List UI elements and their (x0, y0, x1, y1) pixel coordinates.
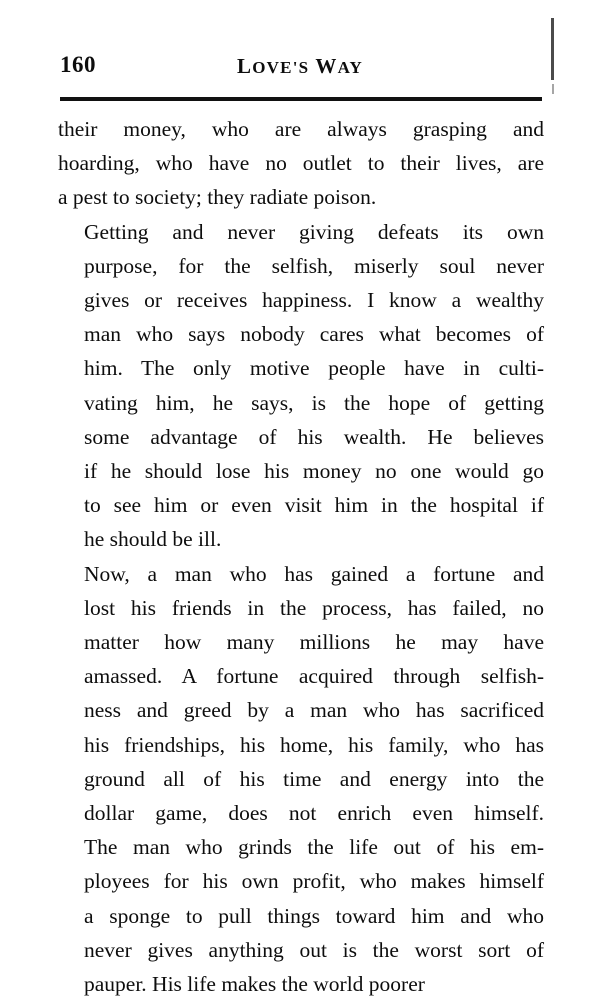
text-line: his friendships, his home, his family, who has (84, 732, 544, 757)
text-line: he should be ill. (84, 527, 222, 552)
paragraph (58, 215, 544, 557)
page-body (58, 112, 544, 1001)
header-rule (60, 97, 542, 101)
text-line: ness and greed by a man who has sacrificed (84, 698, 544, 723)
text-line: never gives anything out is the worst sort of (84, 937, 544, 962)
text-line: if he should lose his money no one would go (84, 459, 544, 484)
text-line: a sponge to pull things toward him and who (84, 903, 544, 928)
text-line: The man who grinds the life out of his em- (84, 835, 544, 860)
text-line: hoarding, who have no outlet to their lives, are (58, 151, 544, 176)
text-line: Now, a man who has gained a fortune and (84, 561, 544, 586)
paragraph (58, 557, 544, 1001)
running-title (60, 54, 540, 79)
text-line: their money, who are always grasping and (58, 117, 544, 141)
scan-edge-artifact (551, 18, 554, 80)
text-line: gives or receives happiness. I know a wealthy (84, 288, 544, 313)
running-title-smallcaps-two: AY (337, 58, 363, 77)
text-line: to see him or even visit him in the hospital if (84, 493, 544, 518)
paragraph (58, 112, 544, 215)
text-line: amassed. A fortune acquired through selfish- (84, 664, 544, 689)
running-title-smallcaps-one: OVE'S (252, 58, 310, 77)
text-line: ployees for his own profit, who makes himself (84, 869, 544, 894)
text-line: man who says nobody cares what becomes of (84, 322, 544, 347)
page-header (60, 52, 540, 86)
running-title-word-one: LOVE'S (237, 54, 310, 78)
text-line: lost his friends in the process, has failed, no (84, 595, 544, 620)
text-line: pauper. His life makes the world poorer (84, 972, 425, 997)
text-line: ground all of his time and energy into the (84, 766, 544, 791)
text-line: matter how many millions he may have (84, 630, 544, 655)
text-line: him. The only motive people have in culti- (84, 356, 544, 381)
page-number: 160 (60, 52, 96, 77)
text-line: vating him, he says, is the hope of getting (84, 390, 544, 415)
text-line: purpose, for the selfish, miserly soul never (84, 253, 544, 278)
text-line: dollar game, does not enrich even himself. (84, 801, 544, 826)
text-line: a pest to society; they radiate poison. (58, 185, 377, 210)
scan-edge-artifact-secondary (552, 84, 554, 94)
running-title-word-two: WAY (315, 54, 363, 78)
text-line: Getting and never giving defeats its own (84, 219, 544, 244)
text-line: some advantage of his wealth. He believes (84, 424, 544, 449)
